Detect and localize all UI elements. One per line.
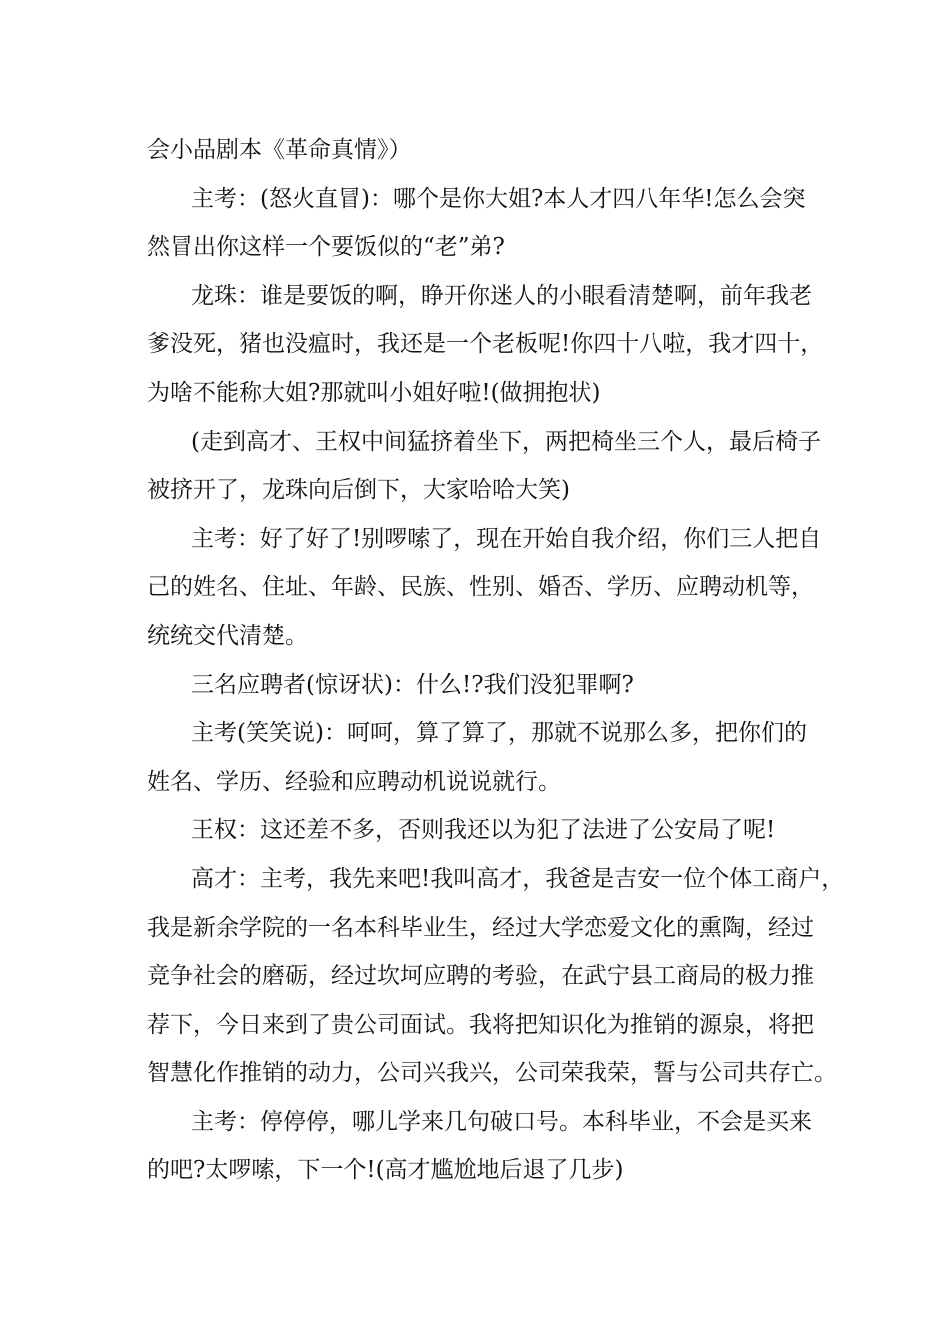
- script-text: [147, 126, 845, 1195]
- text-line: 为啥不能称大姐?那就叫小姐好啦!(做拥抱状): [147, 379, 601, 406]
- text-line: 然冒出你这样一个要饭似的“老”弟?: [147, 234, 505, 261]
- text-line: 主考(笑笑说)：呵呵，算了算了，那就不说那么多，把你们的: [191, 720, 807, 747]
- text-line: 主考：(怒火直冒)：哪个是你大姐?本人才四八年华!怎么会突: [191, 185, 806, 212]
- text-line: 智慧化作推销的动力，公司兴我兴，公司荣我荣，誓与公司共存亡。: [147, 1060, 837, 1087]
- text-line: 王权：这还差不多，否则我还以为犯了法进了公安局了呢!: [191, 817, 776, 844]
- text-line: (走到高才、王权中间猛挤着坐下，两把椅坐三个人，最后椅子: [191, 428, 821, 455]
- text-line: 龙珠：谁是要饭的啊，睁开你迷人的小眼看清楚啊，前年我老: [191, 282, 812, 309]
- text-line: 被挤开了，龙珠向后倒下，大家哈哈大笑): [147, 477, 570, 504]
- text-line: 高才：主考，我先来吧!我叫高才，我爸是吉安一位个体工商户，: [191, 865, 845, 892]
- text-line: 己的姓名、住址、年龄、民族、性别、婚否、学历、应聘动机等，: [147, 574, 814, 601]
- text-line: 主考：停停停，哪儿学来几句破口号。本科毕业，不会是买来: [191, 1108, 812, 1135]
- text-line: 的吧?太啰嗦，下一个!(高才尴尬地后退了几步): [147, 1157, 624, 1184]
- text-line: 爹没死，猪也没瘟时，我还是一个老板呢!你四十八啦，我才四十，: [147, 331, 824, 358]
- text-line: 姓名、学历、经验和应聘动机说说就行。: [147, 768, 561, 795]
- text-line: 主考：好了好了!别啰嗦了，现在开始自我介绍，你们三人把自: [191, 525, 822, 552]
- text-line: 三名应聘者(惊讶状)：什么!?我们没犯罪啊?: [191, 671, 634, 698]
- text-line: 竞争社会的磨砺，经过坎坷应聘的考验，在武宁县工商局的极力推: [147, 963, 814, 990]
- text-line: 荐下，今日来到了贵公司面试。我将把知识化为推销的源泉，将把: [147, 1011, 814, 1038]
- text-line: 会小品剧本《革命真情》）: [147, 137, 412, 163]
- text-line: 我是新余学院的一名本科毕业生，经过大学恋爱文化的熏陶，经过: [147, 914, 814, 941]
- text-line: 统统交代清楚。: [147, 622, 308, 649]
